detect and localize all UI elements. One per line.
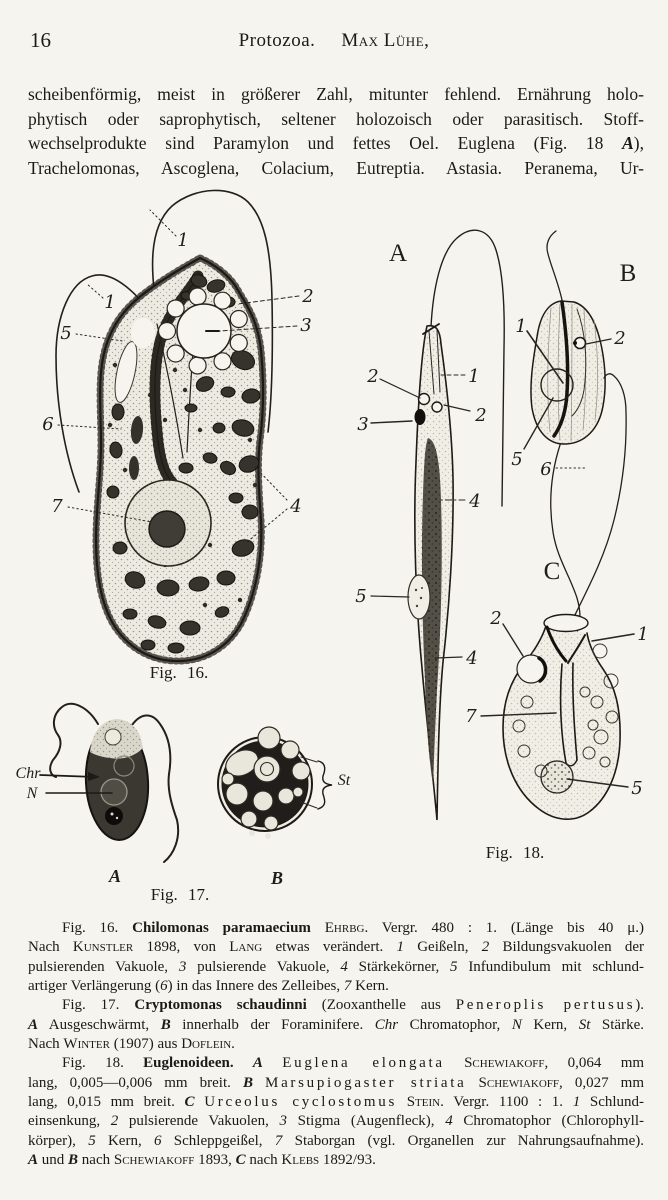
figure-annotation: 4 (466, 648, 478, 669)
paragraph-line: scheibenförmig, meist in größerer Zahl, mitunter fehlend. Ernährung holo- (28, 84, 644, 104)
figure-annotation: 3 (300, 315, 312, 336)
figure-annotation: 5 (60, 323, 72, 344)
figure-annotation: B (619, 260, 637, 287)
figure-annotation: 1 (104, 292, 116, 313)
running-title-right: Max Lühe, (341, 30, 430, 51)
figure-annotation: 2 (490, 608, 502, 629)
figure-annotation: 2 (475, 405, 487, 426)
caption-block (28, 919, 644, 1170)
running-title (0, 30, 668, 52)
caption-line: einsenkung, 2 pulsierende Vakuolen, 3 Stigma (Augenfleck), 4 Chromatophor (Chlorophyll- (28, 1113, 645, 1130)
caption-line: A Ausgeschwärmt, B innerhalb der Foraminifere. Chr Chromatophor, N Kern, St Stärke. (28, 1016, 644, 1033)
figure-annotation: 2 (367, 366, 379, 387)
caption-line: A und B nach Schewiakoff 1893, C nach Klebs 1892/93. (28, 1152, 376, 1169)
fig16-drawing (56, 190, 302, 661)
caption-line: Fig. 18. Euglenoideen. A Euglena elongata Schewiakoff, 0,064 mm (62, 1055, 645, 1072)
body-paragraph (28, 82, 644, 180)
caption-line: lang, 0,005—0,006 mm breit. B Marsupiogaster striata Schewiakoff, 0,027 mm (28, 1074, 644, 1091)
paragraph-line: wechselprodukte sind Paramylon und fettes Oel. Euglena (Fig. 18 A), (28, 133, 644, 154)
figure-annotation: C (543, 558, 561, 585)
figure-annotation: 2 (302, 286, 314, 307)
page-number: 16 (30, 28, 51, 52)
caption-line: Fig. 16. Chilomonas paramaecium Ehrbg. Vergr. 480 : 1. (Länge bis 40 μ.) (62, 920, 645, 936)
fig18-drawing (371, 230, 634, 820)
paragraph-line: phytisch oder saprophytisch, seltener holozoisch oder parasitisch. Stoff- (28, 108, 644, 129)
caption-line: Fig. 17. Cryptomonas schaudinni (Zooxanthelle aus Peneroplis pertusus). (62, 997, 645, 1014)
figure-annotation: 6 (42, 414, 54, 435)
figure-annotation: A (388, 240, 408, 267)
figure-annotation: 5 (355, 586, 367, 607)
caption-line: Nach Winter (1907) aus Doflein. (28, 1036, 235, 1053)
figure-annotation: St (337, 772, 351, 789)
figure-annotation: Chr (15, 765, 41, 782)
figure-annotation: 1 (515, 316, 527, 337)
caption-line: artiger Verlängerung (6) in das Innere des Zelleibes, 7 Kern. (28, 978, 389, 995)
figure-annotation: 6 (540, 459, 552, 480)
figure-annotation: 4 (469, 491, 481, 512)
fig17-caption: Fig. 17. (150, 885, 210, 904)
figure-annotation: 2 (614, 328, 626, 349)
caption-line: lang, 0,015 mm breit. C Urceolus cyclostomus Stein. Vergr. 1100 : 1. 1 Schlund- (28, 1094, 645, 1111)
figure-annotation: A (108, 866, 122, 886)
fig18-caption: Fig. 18. (485, 843, 545, 862)
figure-annotation: 5 (511, 449, 523, 470)
caption-line: körper), 5 Kern, 6 Schleppgeißel, 7 Staborgan (vgl. Organellen zur Nahrungsaufnahme). (28, 1132, 644, 1149)
caption-line: pulsierenden Vakuole, 3 pulsierende Vakuole, 4 Stärkekörner, 5 Infundibulum mit schlund- (28, 958, 644, 975)
figure-annotation: 1 (177, 230, 189, 251)
figure-annotation: 4 (290, 496, 302, 517)
caption-line: Nach Kunstler 1898, von Lang etwas verändert. 1 Geißeln, 2 Bildungsvakuolen der (28, 939, 644, 956)
figure-annotation: B (270, 868, 284, 888)
figure-annotation: 7 (51, 496, 63, 517)
paragraph-line: Trachelomonas, Ascoglena, Colacium, Eutreptia. Astasia. Peranema, Ur- (28, 157, 644, 178)
figure-annotation: N (26, 785, 38, 802)
figure-annotation: 1 (637, 624, 649, 645)
figure-annotation: 7 (465, 706, 477, 727)
running-title-left: Protozoa. (238, 30, 316, 51)
figure-annotation: 3 (357, 414, 369, 435)
fig17-drawing (40, 704, 332, 862)
fig16-caption: Fig. 16. (149, 663, 209, 682)
figure-annotation: 1 (468, 366, 480, 387)
figure-annotation: 5 (631, 778, 643, 799)
